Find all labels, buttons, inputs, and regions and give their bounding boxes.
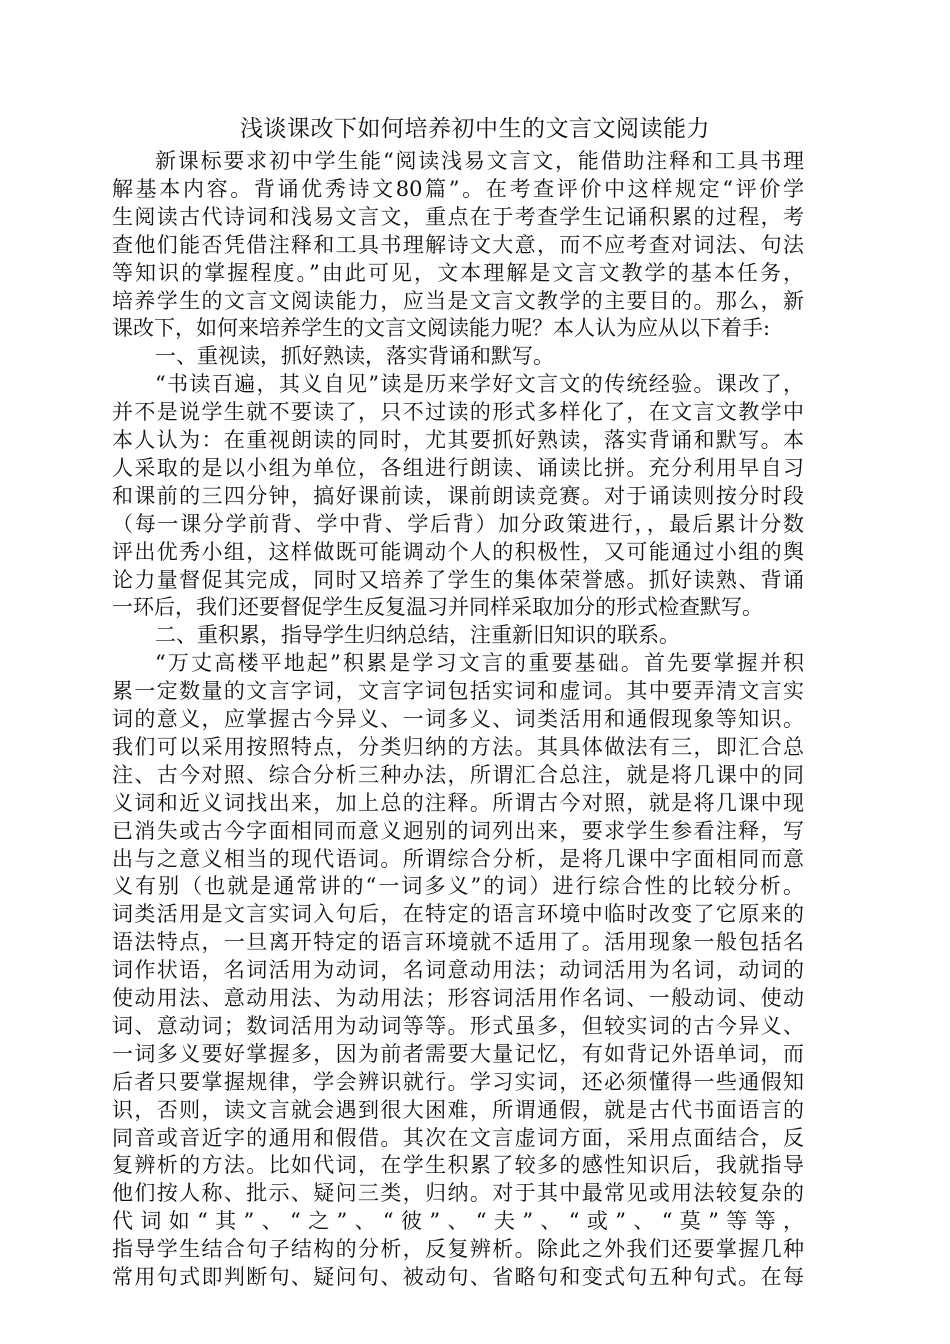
body-line: 指导学生结合句子结构的分析，反复辨析。除此之外我们还要掌握几种 [112,1237,804,1262]
body-line: 他们按人称、批示、疑问三类，归纳。对于其中最常见或用法较复杂的 [112,1181,804,1206]
body-line: 生阅读古代诗词和浅易文言文，重点在于考查学生记诵积累的过程，考 [112,204,804,229]
body-line: 课改下，如何来培养学生的文言文阅读能力呢？本人认为应从以下着手: [112,316,771,341]
body-line: 词类活用是文言实词入句后，在特定的语言环境中临时改变了它原来的 [112,902,804,927]
body-line: 使动用法、意动用法、为动用法；形容词活用作名词、一般动词、使动 [112,986,804,1010]
body-line: 复辨析的方法。比如代词，在学生积累了较多的感性知识后，我就指导 [112,1153,804,1178]
body-line: 一词多义要好掌握多，因为前者需要大量记忆，有如背记外语单词，而 [112,1041,804,1066]
body-line: 识，否则，读文言就会遇到很大困难，所谓通假，就是古代书面语言的 [112,1097,804,1122]
body-line: 培养学生的文言文阅读能力，应当是文言文教学的主要目的。那么，新 [112,288,804,313]
body-line: 义词和近义词找出来，加上总的注释。所谓古今对照，就是将几课中现 [112,790,804,815]
body-line: 一、重视读，抓好熟读，落实背诵和默写。 [155,344,554,369]
body-line: 已消失或古今字面相同而意义迥别的词列出来，要求学生参看注释，写 [112,818,804,843]
body-line: 义有别（也就是通常讲的“一词多义”的词）进行综合性的比较分析。 [112,874,804,899]
body-line: 词作状语，名词活用为动词，名词意动用法；动词活用为名词，动词的 [112,958,804,983]
body-line: 词的意义，应掌握古今异义、一词多义、词类活用和通假现象等知识。 [112,707,804,731]
body-line: 后者只要掌握规律，学会辨识就行。学习实词，还必须懂得一些通假知 [112,1069,804,1094]
body-line: 注、古今对照、综合分析三种办法，所谓汇合总注，就是将几课中的同 [112,762,804,787]
body-line: 新课标要求初中学生能“阅读浅易文言文，能借助注释和工具书理 [155,149,804,173]
body-line: 出与之意义相当的现代语词。所谓综合分析，是将几课中字面相同而意 [112,846,804,871]
body-line: 评出优秀小组，这样做既可能调动个人的积极性，又可能通过小组的舆 [112,539,804,564]
body-line: 累一定数量的文言字词，文言字词包括实词和虚词。其中要弄清文言实 [112,679,804,704]
body-line: 代词如“其”、“之”、“彼”、“夫”、“或”、“莫”等等， [112,1209,804,1234]
body-line: 本人认为：在重视朗读的同时，尤其要抓好熟读，落实背诵和默写。本 [112,428,804,452]
body-line: 我们可以采用按照特点，分类归纳的方法。其具体做法有三，即汇合总 [112,734,804,759]
body-line: 常用句式即判断句、疑问句、被动句、省略句和变式句五种句式。在每 [112,1265,804,1289]
body-line: 同音或音近字的通用和假借。其次在文言虚词方面，采用点面结合，反 [112,1125,804,1150]
body-line: “万丈高楼平地起”积累是学习文言的重要基础。首先要掌握并积 [155,651,804,676]
body-line: 语法特点，一旦离开特定的语言环境就不适用了。活用现象一般包括名 [112,930,804,955]
body-line: 和课前的三四分钟，搞好课前读，课前朗读竞赛。对于诵读则按分时段 [112,483,804,508]
body-line: 等知识的掌握程度。”由此可见，文本理解是文言文教学的基本任务， [112,260,804,285]
body-line: 词、意动词；数词活用为动词等等。形式虽多，但较实词的古今异义、 [112,1013,804,1038]
body-line: 并不是说学生就不要读了，只不过读的形式多样化了，在文言文教学中 [112,400,804,425]
body-line: 论力量督促其完成，同时又培养了学生的集体荣誉感。抓好读熟、背诵 [112,567,804,592]
body-line: “书读百遍，其义自见”读是历来学好文言文的传统经验。课改了， [155,372,804,397]
body-line: 二、重积累，指导学生归纳总结，注重新旧知识的联系。 [155,623,680,648]
document-title: 浅谈课改下如何培养初中生的文言文阅读能力 [240,116,710,142]
body-line: 解基本内容。背诵优秀诗文80篇”。在考查评价中这样规定“评价学 [112,176,804,201]
body-line: 人采取的是以小组为单位，各组进行朗读、诵读比拼。充分利用早自习 [112,455,804,480]
body-line: 查他们能否凭借注释和工具书理解诗文大意，而不应考查对词法、句法 [112,232,804,257]
body-line: （每一课分学前背、学中背、学后背）加分政策进行，，最后累计分数 [112,511,804,536]
body-line: 一环后，我们还要督促学生反复温习并同样采取加分的形式检查默写。 [112,595,763,620]
